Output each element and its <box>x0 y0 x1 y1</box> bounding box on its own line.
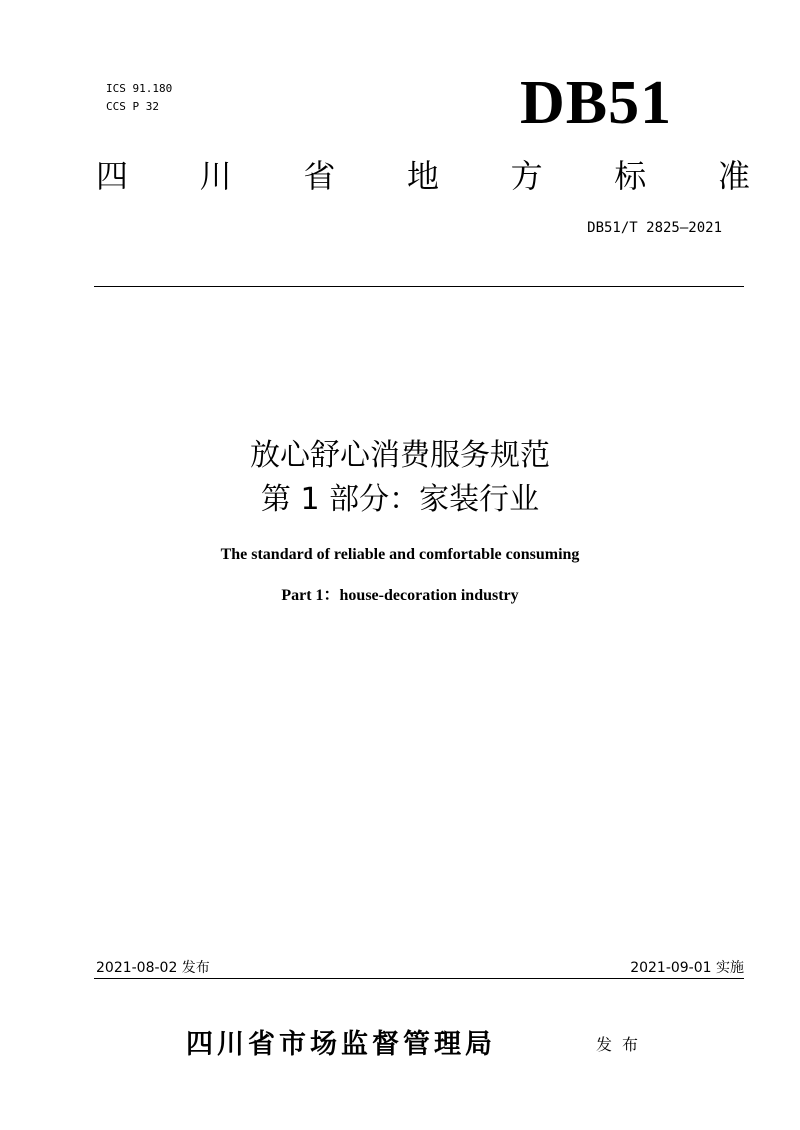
standard-code-logo: DB51 <box>520 69 673 137</box>
publish-label: 发布 <box>596 1035 649 1054</box>
type-char: 川 <box>199 157 232 195</box>
title-en-line2: Part 1：house-decoration industry <box>281 587 519 604</box>
type-char: 准 <box>717 157 750 195</box>
top-divider <box>94 286 744 287</box>
bottom-divider <box>94 978 744 979</box>
title-en-line1: The standard of reliable and comfortable consuming <box>220 546 580 563</box>
classification-codes <box>106 80 172 116</box>
type-char: 方 <box>510 157 543 195</box>
title-cn-line1: 放心舒心消费服务规范 <box>250 438 550 473</box>
ccs-code: CCS P 32 <box>106 100 159 113</box>
title-english <box>0 544 800 607</box>
issuing-authority: 四川省市场监督管理局 <box>186 1029 496 1060</box>
ics-code: ICS 91.180 <box>106 82 173 95</box>
standard-type-heading <box>96 154 750 198</box>
issue-date: 2021-08-02 发布 <box>96 960 210 976</box>
standard-number: DB51/T 2825—2021 <box>587 220 722 236</box>
type-char: 四 <box>96 157 129 195</box>
type-char: 标 <box>614 157 647 195</box>
type-char: 地 <box>406 157 439 195</box>
type-char: 省 <box>303 157 336 195</box>
title-chinese <box>0 434 800 522</box>
title-cn-line2: 第 1 部分：家装行业 <box>260 482 540 517</box>
implementation-date: 2021-09-01 实施 <box>630 960 744 976</box>
